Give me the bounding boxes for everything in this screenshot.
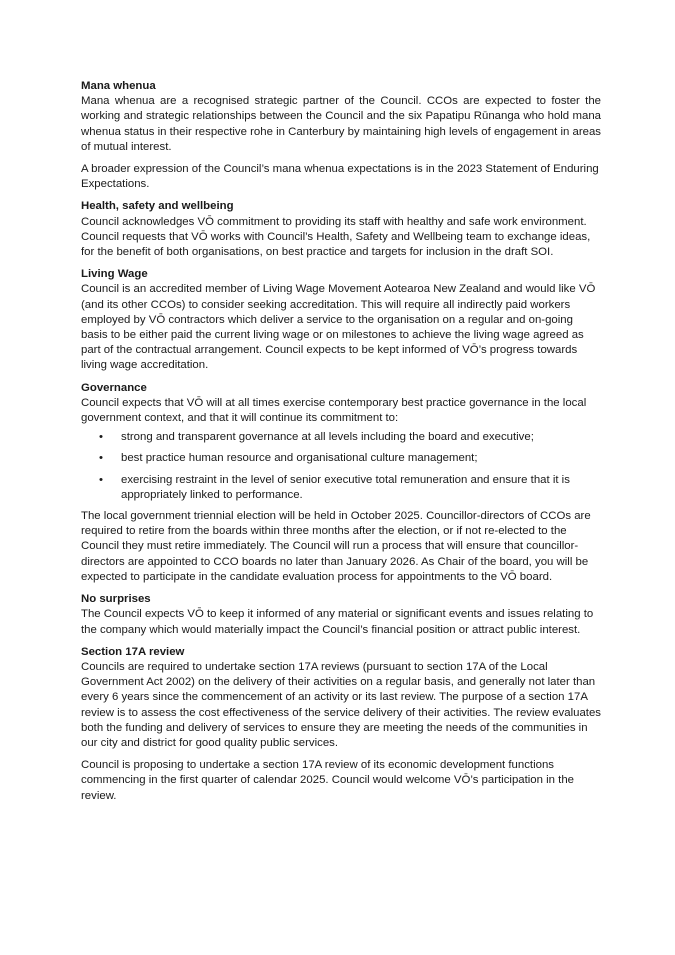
list-item-text: best practice human resource and organisational culture management; [121, 452, 478, 465]
paragraph: The Council expects VŌ to keep it informed of any material or significant events and issues relating to the company which would materially impact the Council’s financial position or attract public interest. [81, 608, 594, 636]
paragraph: Council expects that VŌ will at all times exercise contemporary best practice governance in the local government context, and that it will continue its commitment to: [81, 396, 587, 425]
section-mana-whenua [81, 79, 601, 192]
list-item [81, 473, 601, 503]
bullet-list [81, 430, 601, 503]
paragraph: Council is proposing to undertake a section 17A review of its economic development functions commencing in the first quarter of calendar 2025. Council would welcome VŌ’s participation in the review. [81, 759, 575, 802]
section-health-safety [81, 199, 601, 260]
section-heading: Governance [81, 381, 147, 394]
section-living-wage [81, 267, 601, 373]
list-item [81, 430, 601, 445]
document-page [81, 79, 601, 811]
list-item [81, 451, 601, 466]
list-item-text: exercising restraint in the level of senior executive total remuneration and ensure that it is appropriately linked to performance. [121, 473, 570, 501]
section-17a-review [81, 645, 601, 804]
section-heading: Mana whenua [81, 80, 156, 92]
section-governance [81, 381, 601, 585]
paragraph: A broader expression of the Council’s mana whenua expectations is in the 2023 Statement of Enduring Expectations. [81, 163, 599, 191]
list-item-text: strong and transparent governance at all levels including the board and executive; [121, 431, 534, 444]
section-heading: No surprises [81, 593, 151, 606]
bullet-icon: • [99, 473, 103, 486]
section-no-surprises [81, 592, 601, 638]
section-heading: Section 17A review [81, 645, 185, 658]
paragraph: Council is an accredited member of Living Wage Movement Aotearoa New Zealand and would like VŌ (and its other CCOs) to consider seeking accreditation. This will require all indirectly paid workers employed by VŌ contractors which deliver a service to the organisation on a regular and on-going basis to be either paid the current living wage or on milestones to achieve the living wage agreed as part of the contractual arrangement. Council expects to be kept informed of VŌ’s progress towards living wage accreditation. [81, 283, 596, 372]
section-heading: Living Wage [81, 268, 148, 281]
bullet-icon: • [99, 452, 103, 465]
paragraph: Council acknowledges VŌ commitment to providing its staff with healthy and safe work environment. Council requests that VŌ works with Council’s Health, Safety and Wellbeing team to exchange ideas, for the benefit of both organisations, on best practice and targets for inclusion in the draft SOI. [81, 215, 591, 259]
paragraph: Mana whenua are a recognised strategic partner of the Council. CCOs are expected to foster the working and strategic relationships between the Council and the six Papatipu Rūnanga who hold mana whenua status in their respective rohe in Canterbury by maintaining high levels of engagement in areas of mutual interest. [81, 95, 601, 153]
paragraph: Councils are required to undertake section 17A reviews (pursuant to section 17A of the Local Government Act 2002) on the delivery of their activities on a regular basis, and generally not later than every 6 years since the commencement of an activity or its last review. The purpose of a section 17A review is to assess the cost effectiveness of the service delivery of their activities. The review evaluates both the funding and delivery of services to ensure they are meeting the needs of the communities in our city and district for good quality public services. [81, 660, 601, 749]
bullet-icon: • [99, 431, 103, 444]
section-heading: Health, safety and wellbeing [81, 200, 234, 213]
paragraph: The local government triennial election will be held in October 2025. Councillor-directors of CCOs are required to retire from the boards within three months after the election, or if not re-elected to the Council they must retire immediately. The Council will run a process that will ensure that councillor-directors are appointed to CCO boards no later than January 2026. As Chair of the board, you will be expected to participate in the candidate evaluation process for appointments to the VŌ board. [81, 510, 591, 583]
